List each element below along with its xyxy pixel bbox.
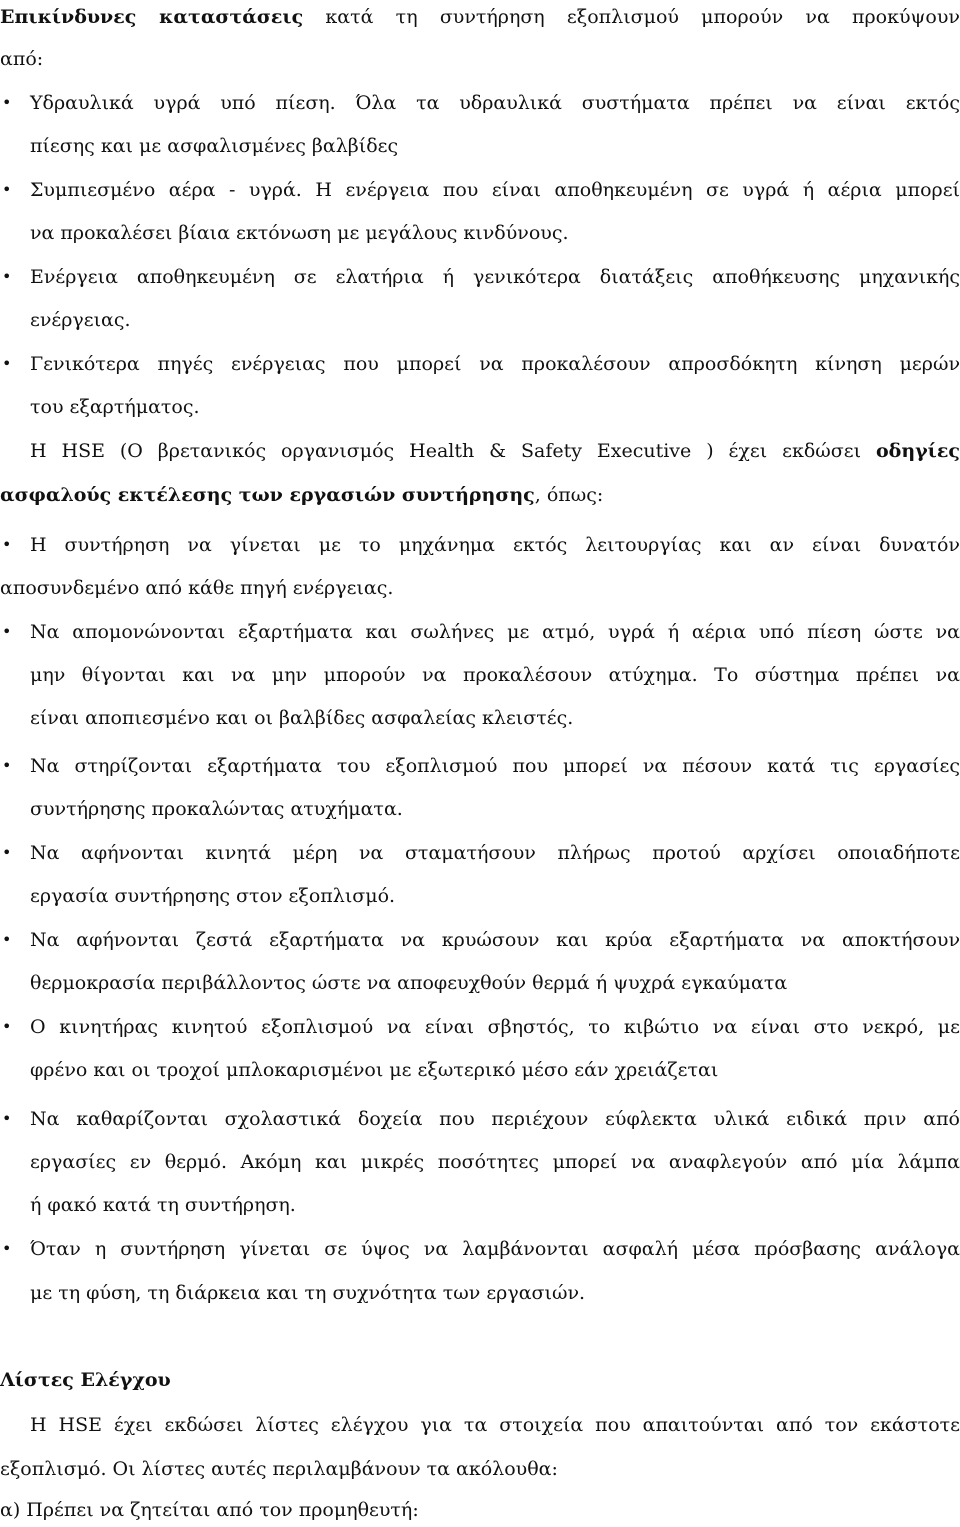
list-item-line: συντήρησης προκαλώντας ατυχήματα. bbox=[30, 798, 403, 820]
list-item-line: να προκαλέσει βίαια εκτόνωση με μεγάλους κινδύνους. bbox=[30, 222, 569, 244]
checklists-heading: Λίστες Ελέγχου bbox=[0, 1369, 171, 1391]
list-item-line: Να αφήνονται κινητά μέρη να σταματήσουν πλήρως προτού αρχίσει οποιαδήποτε bbox=[30, 842, 960, 864]
list-item-line: Συμπιεσμένο αέρα - υγρά. Η ενέργεια που είναι αποθηκευμένη σε υγρά ή αέρια μπορεί bbox=[30, 179, 960, 201]
list-item-line: ενέργειας. bbox=[30, 309, 131, 331]
intro-line-2: από: bbox=[0, 48, 44, 70]
list-item-line: με τη φύση, τη διάρκεια και τη συχνότητα των εργασιών. bbox=[30, 1282, 586, 1304]
list-item-line: εργασίες εν θερμό. Ακόμη και μικρές ποσότητες μπορεί να αναφλεγούν από μία λάμπα bbox=[30, 1151, 960, 1173]
checklist-item-a: α) Πρέπει να ζητείται από τον προμηθευτή: bbox=[0, 1499, 419, 1521]
intro-text: κατά τη συντήρηση εξοπλισμού μπορούν να προκύψουν bbox=[325, 6, 960, 28]
bullet-icon: • bbox=[2, 267, 12, 286]
bullet-icon: • bbox=[2, 354, 12, 373]
list-item-line: είναι αποπιεσμένο και οι βαλβίδες ασφαλείας κλειστές. bbox=[30, 707, 574, 729]
list-item-line: μην θίγονται και να μην μπορούν να προκαλέσουν ατύχημα. Το σύστημα πρέπει να bbox=[30, 664, 960, 686]
list-item-line: Η συντήρηση να γίνεται με το μηχάνημα εκτός λειτουργίας και αν είναι δυνατόν bbox=[30, 534, 960, 556]
bullet-icon: • bbox=[2, 756, 12, 775]
list-item-line: αποσυνδεμένο από κάθε πηγή ενέργειας. bbox=[0, 577, 394, 599]
list-item-line: θερμοκρασία περιβάλλοντος ώστε να αποφευχθούν θερμά ή ψυχρά εγκαύματα bbox=[30, 972, 788, 994]
list-item-line: Όταν η συντήρηση γίνεται σε ύψος να λαμβάνονται ασφαλή μέσα πρόσβασης ανάλογα bbox=[30, 1238, 960, 1260]
bullet-icon: • bbox=[2, 1017, 12, 1036]
bullet-icon: • bbox=[2, 622, 12, 641]
bullet-icon: • bbox=[2, 843, 12, 862]
list-item-line: πίεσης και με ασφαλισμένες βαλβίδες bbox=[30, 135, 399, 157]
list-item-line: Ο κινητήρας κινητού εξοπλισμού να είναι σβηστός, το κιβώτιο να είναι στο νεκρό, με bbox=[30, 1016, 960, 1038]
list-item-line: Ενέργεια αποθηκευμένη σε ελατήρια ή γενικότερα διατάξεις αποθήκευσης μηχανικής bbox=[30, 266, 960, 288]
bullet-icon: • bbox=[2, 930, 12, 949]
bullet-icon: • bbox=[2, 180, 12, 199]
list-item-line: ή φακό κατά τη συντήρηση. bbox=[30, 1194, 296, 1216]
list-item-line: Να καθαρίζονται σχολαστικά δοχεία που περιέχουν εύφλεκτα υλικά ειδικά πριν από bbox=[30, 1108, 960, 1130]
intro-line-1 bbox=[0, 4, 960, 30]
list-item-line: Γενικότερα πηγές ενέργειας που μπορεί να προκαλέσουν απροσδόκητη κίνηση μερών bbox=[30, 353, 960, 375]
hse-paragraph-tail: , όπως: bbox=[534, 484, 604, 506]
list-item-line: Να απομονώνονται εξαρτήματα και σωλήνες με ατμό, υγρά ή αέρια υπό πίεση ώστε να bbox=[30, 621, 960, 643]
hse-paragraph-line-2 bbox=[0, 482, 960, 508]
hse-paragraph-text: Η HSE (Ο βρετανικός οργανισμός Health & Safety Executive ) έχει εκδώσει bbox=[30, 440, 862, 462]
checklists-paragraph-line-2: εξοπλισμό. Οι λίστες αυτές περιλαμβάνουν τα ακόλουθα: bbox=[0, 1458, 558, 1480]
list-item-line: Υδραυλικά υγρά υπό πίεση. Όλα τα υδραυλικά συστήματα πρέπει να είναι εκτός bbox=[30, 92, 960, 114]
hazards-bold-term: Επικίνδυνες καταστάσεις bbox=[0, 6, 304, 28]
hse-paragraph-line-1 bbox=[30, 438, 960, 464]
list-item-line: εργασία συντήρησης στον εξοπλισμό. bbox=[30, 885, 396, 907]
bullet-icon: • bbox=[2, 93, 12, 112]
guidelines-bold-term: οδηγίες bbox=[875, 440, 960, 462]
checklists-paragraph-line-1: Η HSE έχει εκδώσει λίστες ελέγχου για τα στοιχεία που απαιτούνται από τον εκάστοτε bbox=[30, 1414, 960, 1436]
bullet-icon: • bbox=[2, 1109, 12, 1128]
list-item-line: του εξαρτήματος. bbox=[30, 396, 200, 418]
bullet-icon: • bbox=[2, 535, 12, 554]
list-item-line: Να στηρίζονται εξαρτήματα του εξοπλισμού που μπορεί να πέσουν κατά τις εργασίες bbox=[30, 755, 960, 777]
guidelines-bold-phrase: ασφαλούς εκτέλεσης των εργασιών συντήρησης bbox=[0, 484, 535, 506]
list-item-line: φρένο και οι τροχοί μπλοκαρισμένοι με εξωτερικό μέσο εάν χρειάζεται bbox=[30, 1059, 719, 1081]
bullet-icon: • bbox=[2, 1239, 12, 1258]
list-item-line: Να αφήνονται ζεστά εξαρτήματα να κρυώσουν και κρύα εξαρτήματα να αποκτήσουν bbox=[30, 929, 960, 951]
